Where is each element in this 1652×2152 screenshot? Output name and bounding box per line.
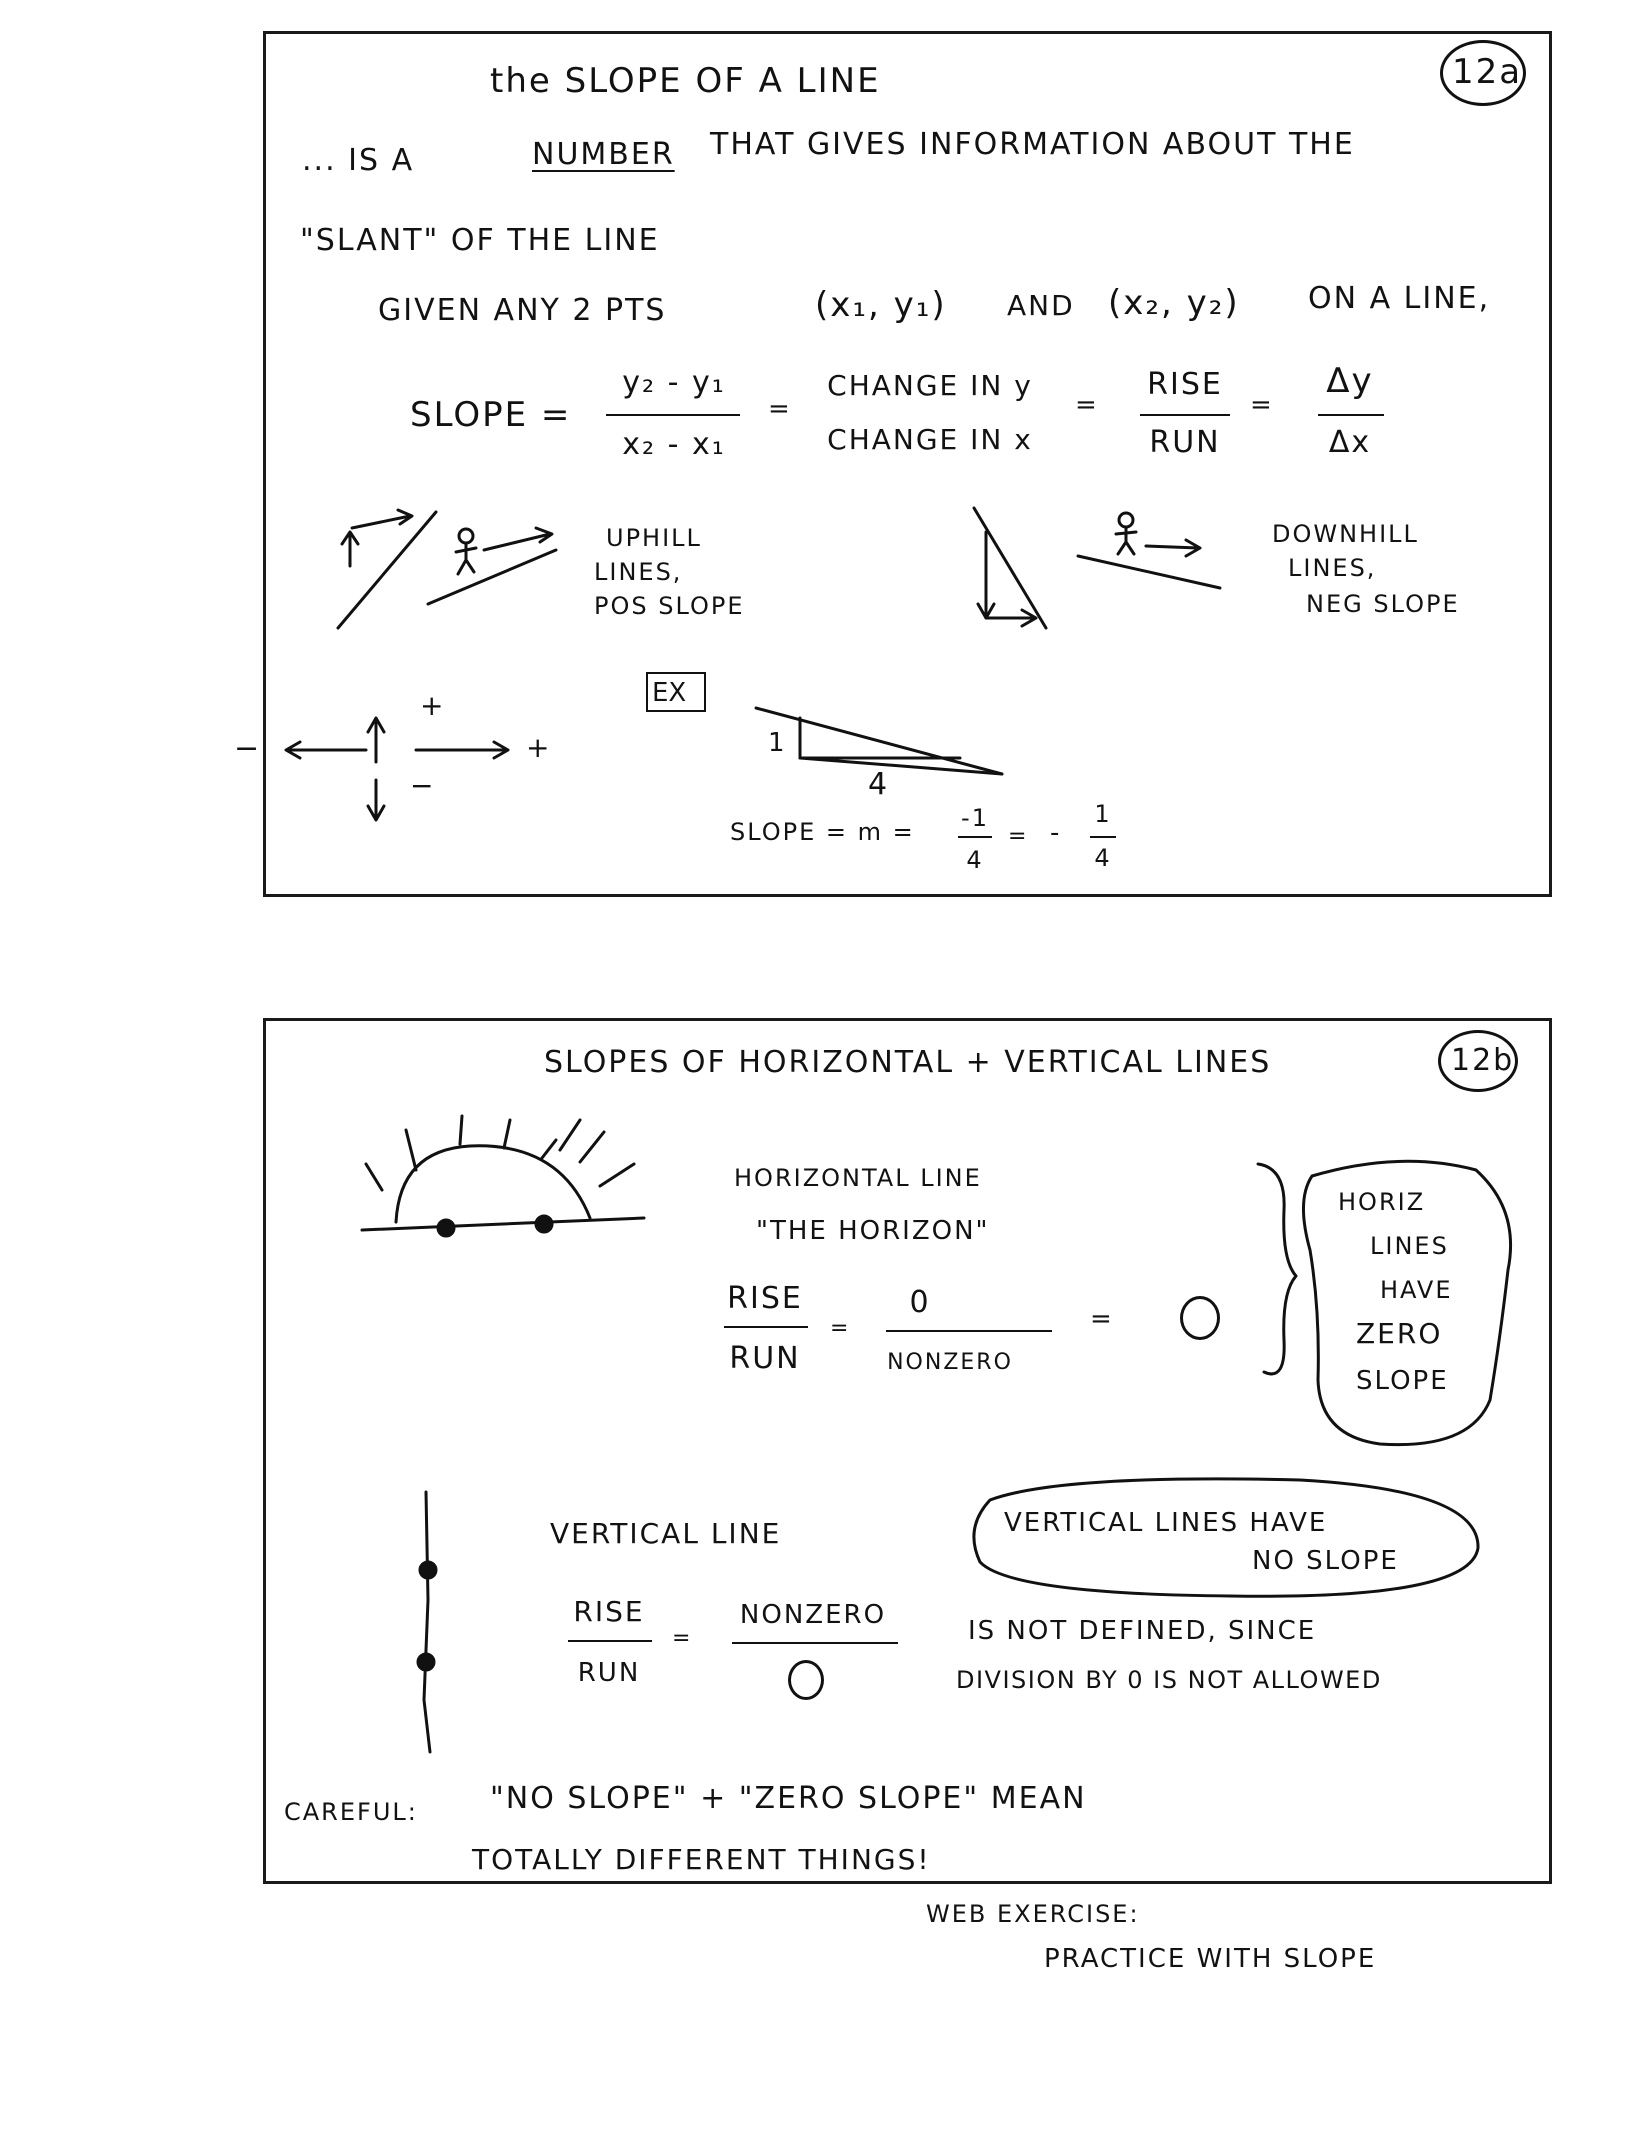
careful-line-2: TOTALLY DIFFERENT THINGS! [472,1843,931,1876]
on-a-line-text: ON A LINE, [1308,281,1491,316]
uphill-steep-line-icon [338,510,436,628]
frac2-numerator: CHANGE IN y [827,369,1033,402]
h-run-label: RUN [729,1341,801,1376]
stick-figure-uphill-icon [428,528,556,604]
sign-minus-down: − [410,769,436,802]
vert-note-line-2: DIVISION BY 0 IS NOT ALLOWED [956,1666,1382,1694]
h-zero-numerator: 0 [909,1285,931,1320]
frac3-numerator: RISE [1147,367,1223,402]
downhill-line-2: LINES, [1288,554,1377,582]
h-equals-2: = [1090,1304,1114,1334]
uphill-line-2: LINES, [594,558,683,586]
v-rise-label: RISE [573,1595,645,1628]
frac1-numerator: y₂ - y₁ [622,365,726,400]
horiz-bubble-line-1: HORIZ [1338,1188,1426,1216]
given-points-text: GIVEN ANY 2 PTS [378,293,667,328]
example-equals: = [1008,824,1029,849]
frac2-denominator: CHANGE IN x [827,423,1033,456]
horizon-quote: "THE HORIZON" [756,1216,990,1246]
sign-minus-left: − [234,731,262,766]
example-slope-label: SLOPE = m = [730,818,915,846]
downhill-line-1: DOWNHILL [1272,520,1419,548]
sign-plus-up: + [420,689,446,722]
vertical-line-icon [418,1492,436,1752]
horiz-bubble-outline [1303,1161,1510,1444]
uphill-line-3: POS SLOPE [594,592,745,620]
example-frac-denominator: 4 [966,846,984,874]
horiz-bubble-line-4: ZERO [1356,1317,1443,1350]
frac1-denominator: x₂ - x₁ [622,427,726,462]
equals-2: = [1075,390,1099,420]
slope-label: SLOPE = [410,395,572,435]
curly-brace-icon [1258,1164,1296,1374]
triangle-run-label: 4 [868,767,890,802]
web-exercise-label: WEB EXERCISE: [926,1900,1140,1928]
definition-number: NUMBER [532,137,675,172]
h-nonzero-denominator: NONZERO [887,1350,1013,1375]
sign-axes-icon [286,718,508,820]
careful-label: CAREFUL: [284,1798,418,1826]
example-result-denominator: 4 [1094,844,1112,872]
panel-title: the SLOPE OF A LINE [490,61,881,101]
vert-bubble-line-1: VERTICAL LINES HAVE [1004,1508,1328,1538]
careful-line-1: "NO SLOPE" + "ZERO SLOPE" MEAN [490,1781,1087,1816]
h-rise-label: RISE [727,1281,803,1316]
definition-rest: THAT GIVES INFORMATION ABOUT THE [710,127,1355,162]
vertical-line-label: VERTICAL LINE [550,1517,782,1550]
panel2-title: SLOPES OF HORIZONTAL + VERTICAL LINES [544,1045,1272,1080]
definition-prefix: ... IS A [302,143,415,178]
and-text: AND [1007,289,1075,322]
horiz-bubble-line-5: SLOPE [1356,1366,1449,1396]
vert-note-line-1: IS NOT DEFINED, SINCE [968,1616,1317,1646]
frac4-denominator: Δx [1328,425,1372,460]
vert-bubble-outline [974,1479,1478,1596]
example-result-sign: - [1050,818,1062,848]
horizontal-line-label: HORIZONTAL LINE [734,1164,982,1192]
v-equals: = [672,1626,693,1651]
example-frac-numerator: -1 [961,804,989,832]
page-tag-12b-text: 12b [1451,1043,1515,1078]
downhill-triangle-icon [974,508,1046,628]
example-label: EX [652,678,687,708]
h-equals-1: = [830,1316,851,1341]
vert-bubble-line-2: NO SLOPE [1252,1546,1399,1576]
sign-plus-right: + [526,731,552,764]
stick-figure-downhill-icon [1078,513,1220,588]
page-tag-12a-text: 12a [1452,52,1523,92]
v-run-label: RUN [577,1658,641,1688]
frac3-denominator: RUN [1149,425,1221,460]
point-1: (x₁, y₁) [815,285,947,325]
point-2: (x₂, y₂) [1108,283,1240,323]
equals-1: = [768,394,792,424]
v-nonzero-numerator: NONZERO [739,1600,887,1630]
sunrise-horizon-icon [362,1116,644,1236]
horiz-bubble-line-3: HAVE [1380,1276,1453,1304]
example-triangle-icon [756,708,1002,774]
uphill-line-1: UPHILL [606,524,702,552]
example-result-numerator: 1 [1094,800,1112,828]
web-exercise-title: PRACTICE WITH SLOPE [1044,1944,1377,1974]
equals-3: = [1250,390,1274,420]
frac4-numerator: Δy [1326,361,1374,401]
definition-slant: "SLANT" OF THE LINE [300,223,660,258]
triangle-rise-label: 1 [768,728,787,758]
horiz-bubble-line-2: LINES [1370,1232,1449,1260]
downhill-line-3: NEG SLOPE [1306,590,1460,618]
